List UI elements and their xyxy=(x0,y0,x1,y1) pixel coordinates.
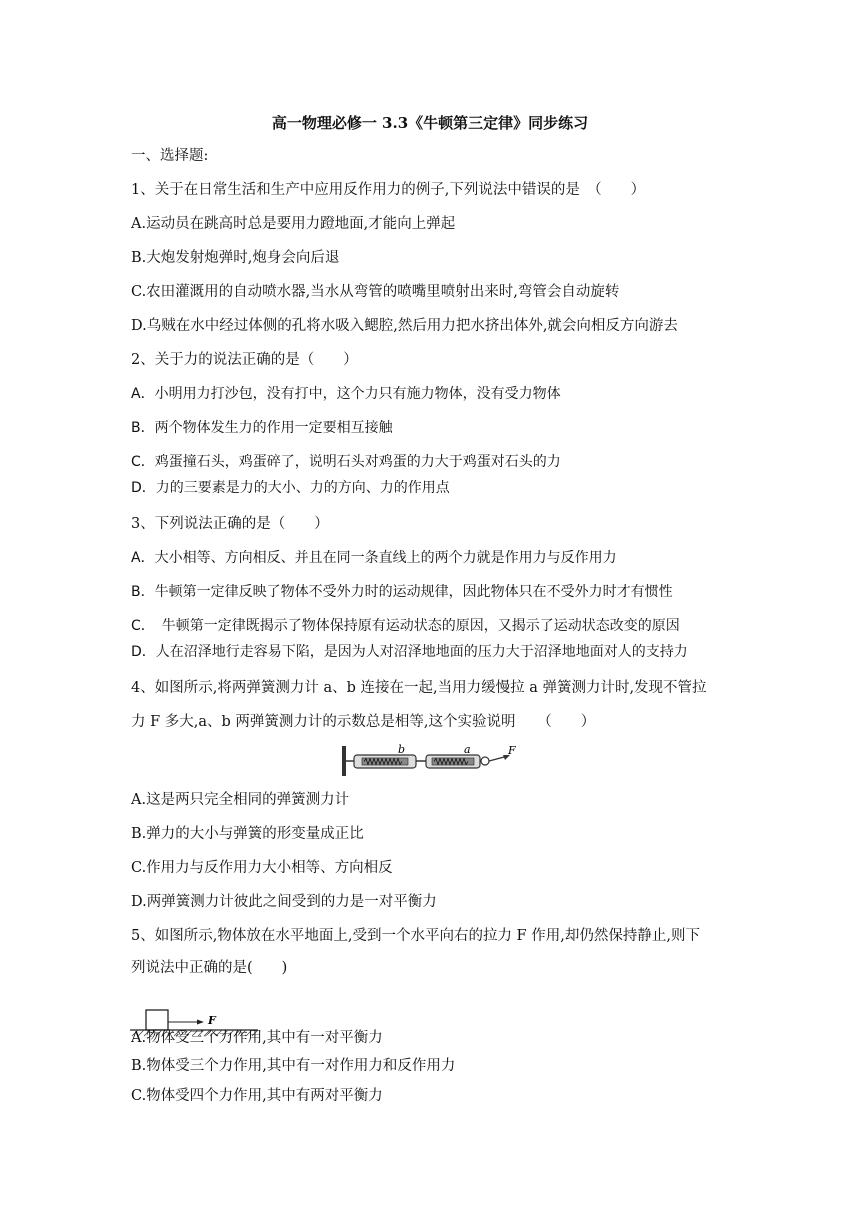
q4-option-d: D.两弹簧测力计彼此之间受到的力是一对平衡力 xyxy=(131,894,437,910)
q3-option-c: C． 牛顿第一定律既揭示了物体保持原有运动状态的原因，又揭示了运动状态改变的原因 xyxy=(131,618,680,634)
q1-option-c: C.农田灌溉用的自动喷水器,当水从弯管的喷嘴里喷射出来时,弯管会自动旋转 xyxy=(131,284,620,300)
q5-option-b: B.物体受三个力作用,其中有一对作用力和反作用力 xyxy=(131,1058,456,1074)
spring-scale-b xyxy=(354,755,416,768)
label-f: F xyxy=(508,744,516,757)
q2-stem: 2、关于力的说法正确的是（ ） xyxy=(131,352,358,368)
page-title: 高一物理必修一 3.3《牛顿第三定律》同步练习 xyxy=(271,114,589,132)
block xyxy=(146,1010,168,1030)
spring-scales-figure xyxy=(340,744,520,778)
q4-stem-line1: 4、如图所示,将两弹簧测力计 a、b 连接在一起,当用力缓慢拉 a 弹簧测力计时,发现不管拉 xyxy=(131,680,707,696)
q2-option-d: D．力的三要素是力的大小、力的方向、力的作用点 xyxy=(131,480,450,496)
label-f: F xyxy=(208,1014,216,1027)
q1-option-a: A.运动员在跳高时总是要用力蹬地面,才能向上弹起 xyxy=(131,216,456,232)
q4-option-b: B.弹力的大小与弹簧的形变量成正比 xyxy=(131,826,364,842)
spring-scale-a xyxy=(426,755,480,768)
q3-option-d: D．人在沼泽地行走容易下陷，是因为人对沼泽地地面的压力大于沼泽地地面对人的支持力 xyxy=(131,644,688,660)
q5-stem-line1: 5、如图所示,物体放在水平地面上,受到一个水平向右的拉力 F 作用,却仍然保持静止,则下 xyxy=(131,928,700,944)
q3-option-b: B．牛顿第一定律反映了物体不受外力时的运动规律，因此物体只在不受外力时才有惯性 xyxy=(131,584,673,600)
q5-option-a: A.物体受三个力作用,其中有一对平衡力 xyxy=(131,1030,383,1046)
q1-option-b: B.大炮发射炮弹时,炮身会向后退 xyxy=(131,250,340,266)
q5-stem-line2: 列说法中正确的是( ) xyxy=(131,960,288,976)
q2-option-b: B．两个物体发生力的作用一定要相互接触 xyxy=(131,420,393,436)
q4-option-a: A.这是两只完全相同的弹簧测力计 xyxy=(131,792,350,808)
q3-option-a: A．大小相等、方向相反、并且在同一条直线上的两个力就是作用力与反作用力 xyxy=(131,550,617,566)
q4-option-c: C.作用力与反作用力大小相等、方向相反 xyxy=(131,860,393,876)
q5-option-c: C.物体受四个力作用,其中有两对平衡力 xyxy=(131,1088,383,1104)
q2-option-a: A．小明用力打沙包，没有打中，这个力只有施力物体，没有受力物体 xyxy=(131,386,561,402)
q3-stem: 3、下列说法正确的是（ ） xyxy=(131,516,329,532)
label-b: b xyxy=(398,744,406,756)
wall xyxy=(342,746,346,776)
q1-stem: 1、关于在日常生活和生产中应用反作用力的例子,下列说法中错误的是 （ ） xyxy=(131,182,646,198)
q4-stem-line2: 力 F 多大,a、b 两弹簧测力计的示数总是相等,这个实验说明 （ ） xyxy=(131,714,596,730)
q2-option-c: C．鸡蛋撞石头，鸡蛋碎了，说明石头对鸡蛋的力大于鸡蛋对石头的力 xyxy=(131,454,561,470)
q1-option-d: D.乌贼在水中经过体侧的孔将水吸入鳃腔,然后用力把水挤出体外,就会向相反方向游去 xyxy=(131,318,678,334)
section-heading: 一、选择题: xyxy=(131,148,209,164)
label-a: a xyxy=(464,744,471,756)
